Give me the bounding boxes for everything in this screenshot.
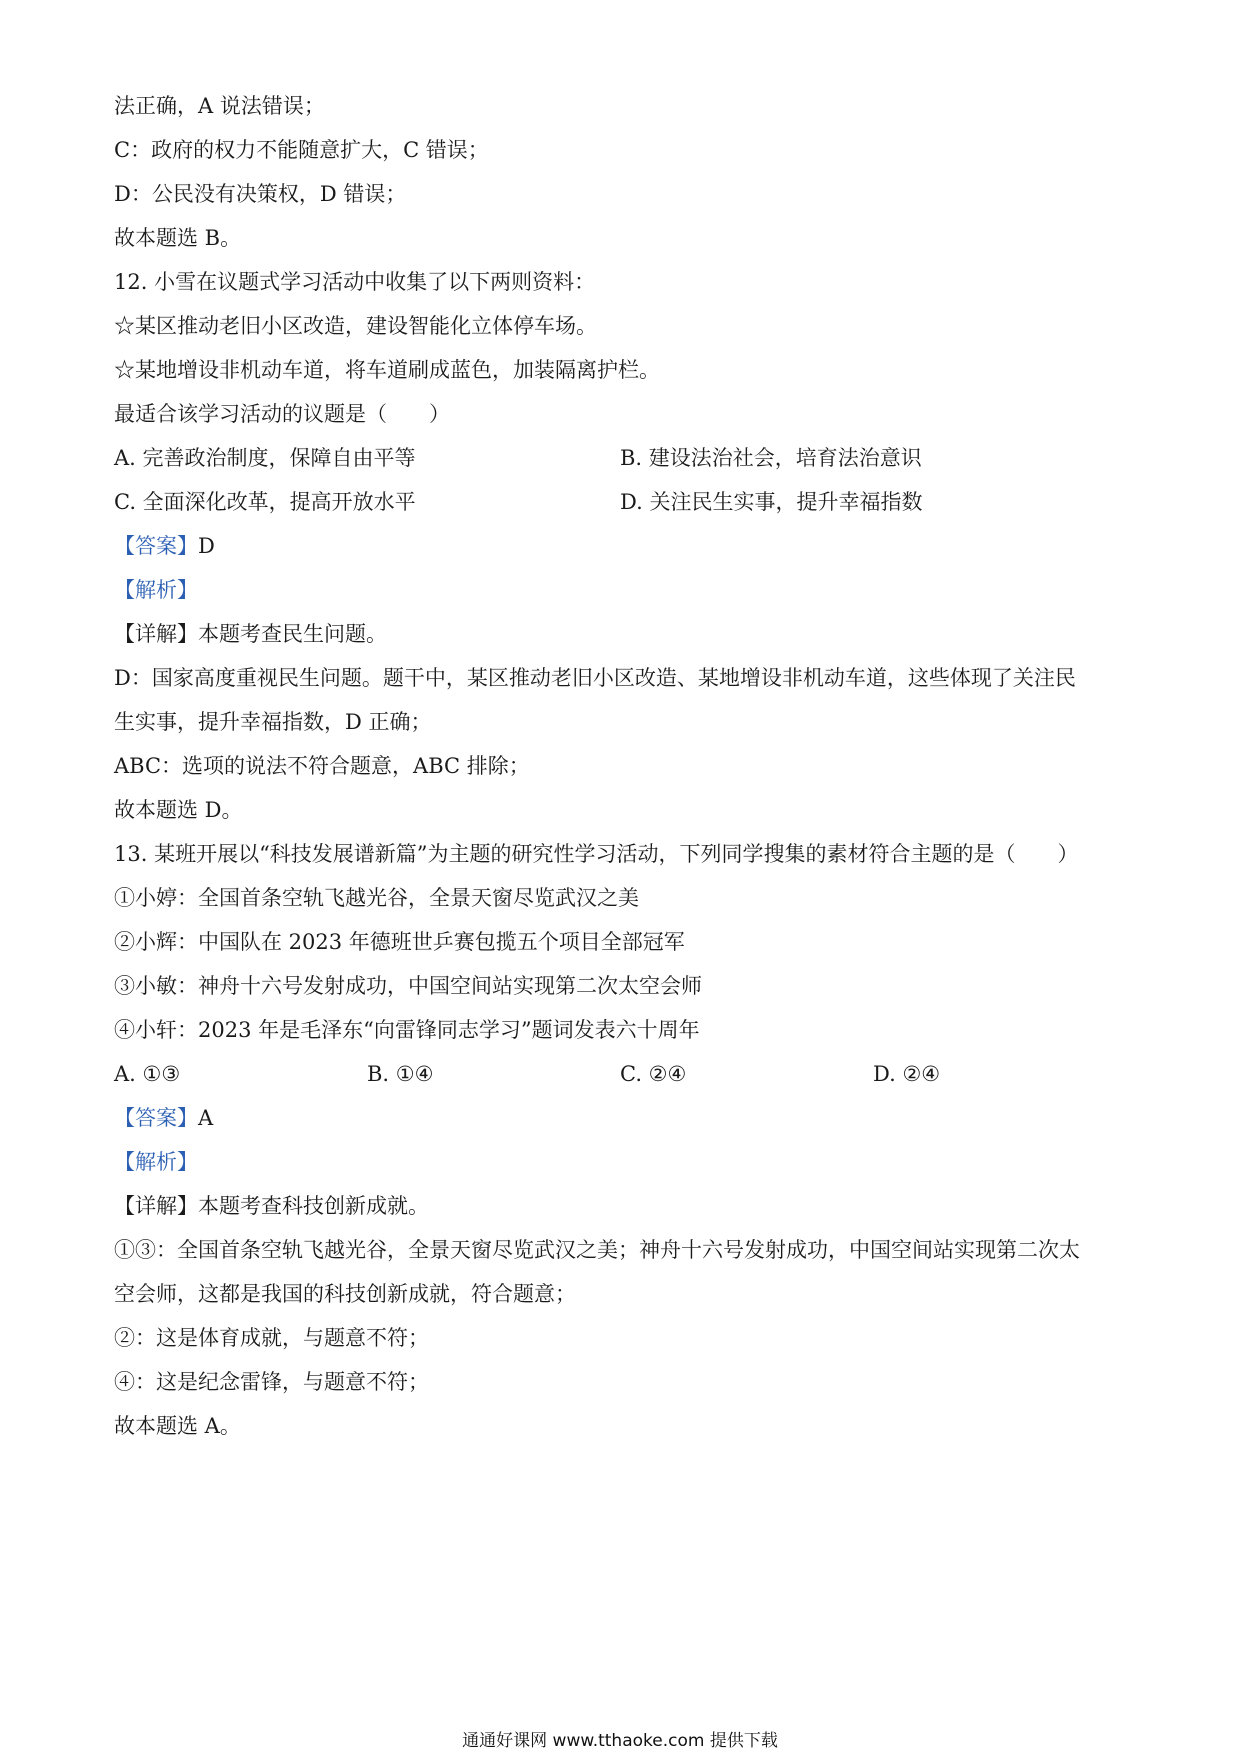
question-12-material-2: ☆某地增设非机动车道，将车道刷成蓝色，加装隔离护栏。 <box>114 358 660 382</box>
text-line: 故本题选 B。 <box>114 226 242 250</box>
question-12-option-c: C. 全面深化改革，提高开放水平 <box>114 490 416 514</box>
question-13-stem: 13. 某班开展以“科技发展谱新篇”为主题的研究性学习活动，下列同学搜集的素材符合主题的是（ ） <box>114 842 1079 866</box>
question-13-item-4: ④小轩：2023 年是毛泽东“向雷锋同志学习”题词发表六十周年 <box>114 1018 700 1042</box>
answer-tag: 【答案】 <box>114 534 198 558</box>
question-12-explanation-1: D：国家高度重视民生问题。题干中，某区推动老旧小区改造、某地增设非机动车道，这些体现了关注民 <box>114 666 1076 690</box>
question-13-explanation-1: ①③：全国首条空轨飞越光谷，全景天窗尽览武汉之美；神舟十六号发射成功，中国空间站实现第二次太 <box>114 1238 1080 1262</box>
text-line: C：政府的权力不能随意扩大，C 错误； <box>114 138 489 162</box>
question-13-item-3: ③小敏：神舟十六号发射成功，中国空间站实现第二次太空会师 <box>114 974 702 998</box>
question-13-analysis <box>114 1148 198 1176</box>
text-line: 法正确，A 说法错误； <box>114 94 325 118</box>
page-footer: 通通好课网 www.tthaoke.com 提供下载 <box>462 1731 778 1751</box>
answer-tag: 【答案】 <box>114 1106 198 1130</box>
question-13-option-d: D. ②④ <box>873 1062 941 1086</box>
question-12-prompt: 最适合该学习活动的议题是（ ） <box>114 402 450 426</box>
text-line: D：公民没有决策权，D 错误； <box>114 182 407 206</box>
question-12-material-1: ☆某区推动老旧小区改造，建设智能化立体停车场。 <box>114 314 597 338</box>
question-13-item-1: ①小婷：全国首条空轨飞越光谷，全景天窗尽览武汉之美 <box>114 886 639 910</box>
question-13-explanation-4: ④：这是纪念雷锋，与题意不符； <box>114 1370 429 1394</box>
answer-value: A <box>198 1106 214 1130</box>
question-12-explanation-3: ABC：选项的说法不符合题意，ABC 排除； <box>114 754 530 778</box>
question-13-explanation-3: ②：这是体育成就，与题意不符； <box>114 1326 429 1350</box>
question-12-answer <box>114 532 215 560</box>
question-13-option-c: C. ②④ <box>620 1062 687 1086</box>
question-13-item-2: ②小辉：中国队在 2023 年德班世乒赛包揽五个项目全部冠军 <box>114 930 685 954</box>
answer-value: D <box>198 534 215 558</box>
question-12-detail: 【详解】本题考查民生问题。 <box>114 622 387 646</box>
question-13-conclusion: 故本题选 A。 <box>114 1414 241 1438</box>
analysis-tag: 【解析】 <box>114 578 198 602</box>
question-12-option-a: A. 完善政治制度，保障自由平等 <box>114 446 416 470</box>
question-12-analysis <box>114 576 198 604</box>
question-12-conclusion: 故本题选 D。 <box>114 798 243 822</box>
question-13-option-b: B. ①④ <box>367 1062 434 1086</box>
question-13-answer <box>114 1104 213 1132</box>
question-13-option-a: A. ①③ <box>114 1062 181 1086</box>
analysis-tag: 【解析】 <box>114 1150 198 1174</box>
question-12-option-d: D. 关注民生实事，提升幸福指数 <box>620 490 923 514</box>
question-12-stem: 12. 小雪在议题式学习活动中收集了以下两则资料： <box>114 270 596 294</box>
question-13-explanation-2: 空会师，这都是我国的科技创新成就，符合题意； <box>114 1282 576 1306</box>
question-13-detail: 【详解】本题考查科技创新成就。 <box>114 1194 429 1218</box>
question-12-explanation-2: 生实事，提升幸福指数，D 正确； <box>114 710 432 734</box>
question-12-option-b: B. 建设法治社会，培育法治意识 <box>620 446 922 470</box>
